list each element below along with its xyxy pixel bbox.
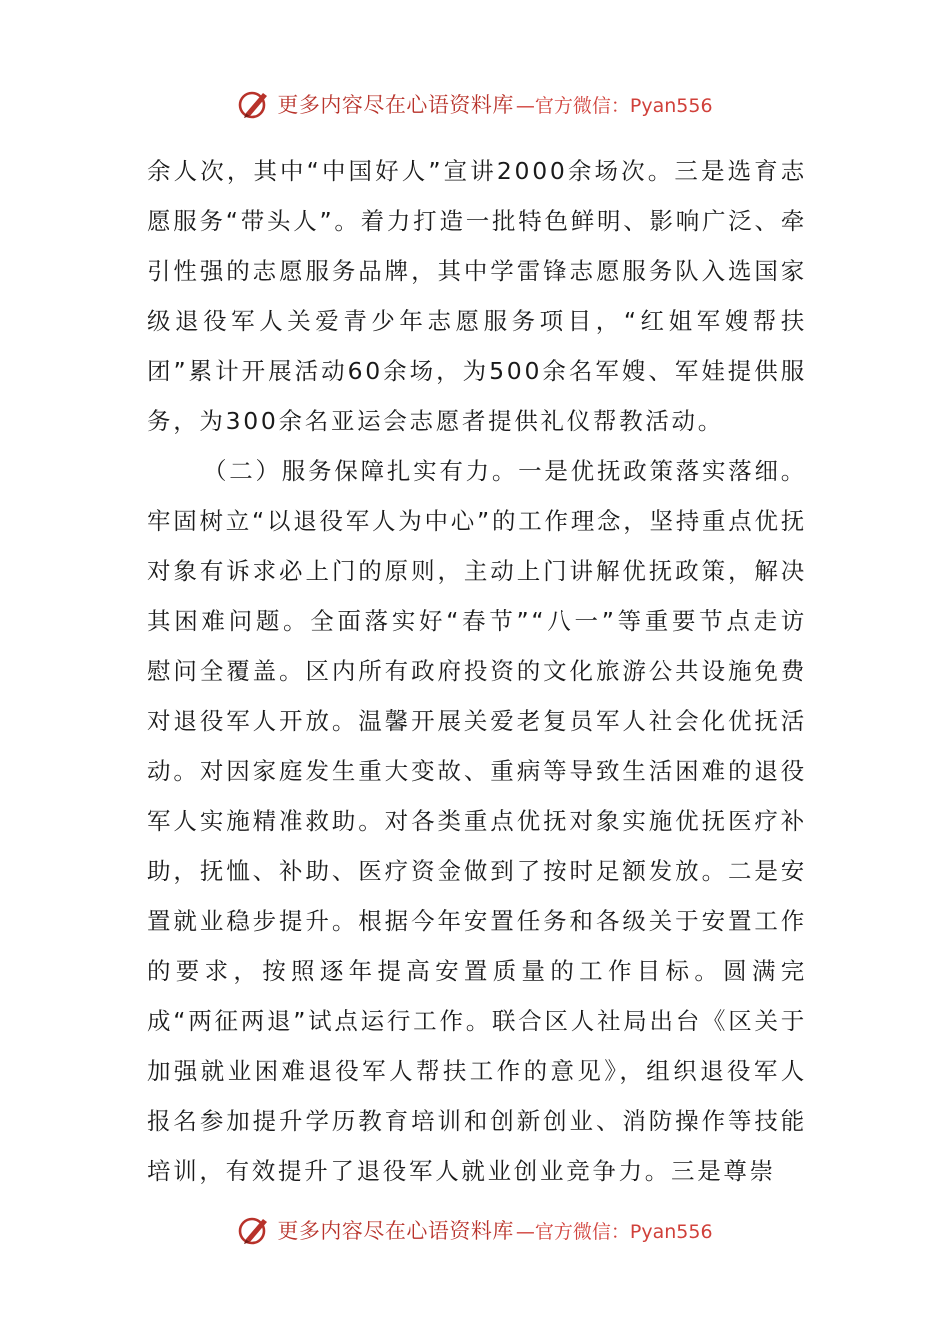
header-banner <box>0 84 950 124</box>
document-body <box>147 146 807 1196</box>
pen-in-circle-logo-icon <box>237 87 271 121</box>
banner-brand-text: 更多内容尽在心语资料库 <box>277 1219 514 1243</box>
paragraph-service-guarantee: （二）服务保障扎实有力。一是优抚政策落实落细。牢固树立“以退役军人为中心”的工作理念，坚持重点优抚对象有诉求必上门的原则，主动上门讲解优抚政策，解决其困难问题。全面落实好“春节”“八一”等重要节点走访慰问全覆盖。区内所有政府投资的文化旅游公共设施免费对退役军人开放。温馨开展关爱老复员军人社会化优抚活动。对因家庭发生重大变故、重病等导致生活困难的退役军人实施精准救助。对各类重点优抚对象实施优抚医疗补助，抚恤、补助、医疗资金做到了按时足额发放。二是安置就业稳步提升。根据今年安置任务和各级关于安置工作的要求，按照逐年提高安置质量的工作目标。圆满完成“两征两退”试点运行工作。联合区人社局出台《区关于加强就业困难退役军人帮扶工作的意见》，组织退役军人报名参加提升学历教育培训和创新创业、消防操作等技能培训，有效提升了退役军人就业创业竞争力。三是尊崇 <box>147 457 807 1185</box>
banner-contact-text: —官方微信：Pyan556 <box>515 94 713 117</box>
banner-contact-text: —官方微信：Pyan556 <box>515 1220 713 1243</box>
pen-in-circle-logo-icon <box>237 1213 271 1247</box>
paragraph-continued: 余人次，其中“中国好人”宣讲2000余场次。三是选育志愿服务“带头人”。着力打造一批特色鲜明、影响广泛、牵引性强的志愿服务品牌，其中学雷锋志愿服务队入选国家级退役军人关爱青少年志愿服务项目，“红姐军嫂帮扶团”累计开展活动60余场，为500余名军嫂、军娃提供服务，为300余名亚运会志愿者提供礼仪帮教活动。 <box>147 157 807 435</box>
banner-brand-text: 更多内容尽在心语资料库 <box>277 93 514 117</box>
footer-banner <box>0 1210 950 1250</box>
